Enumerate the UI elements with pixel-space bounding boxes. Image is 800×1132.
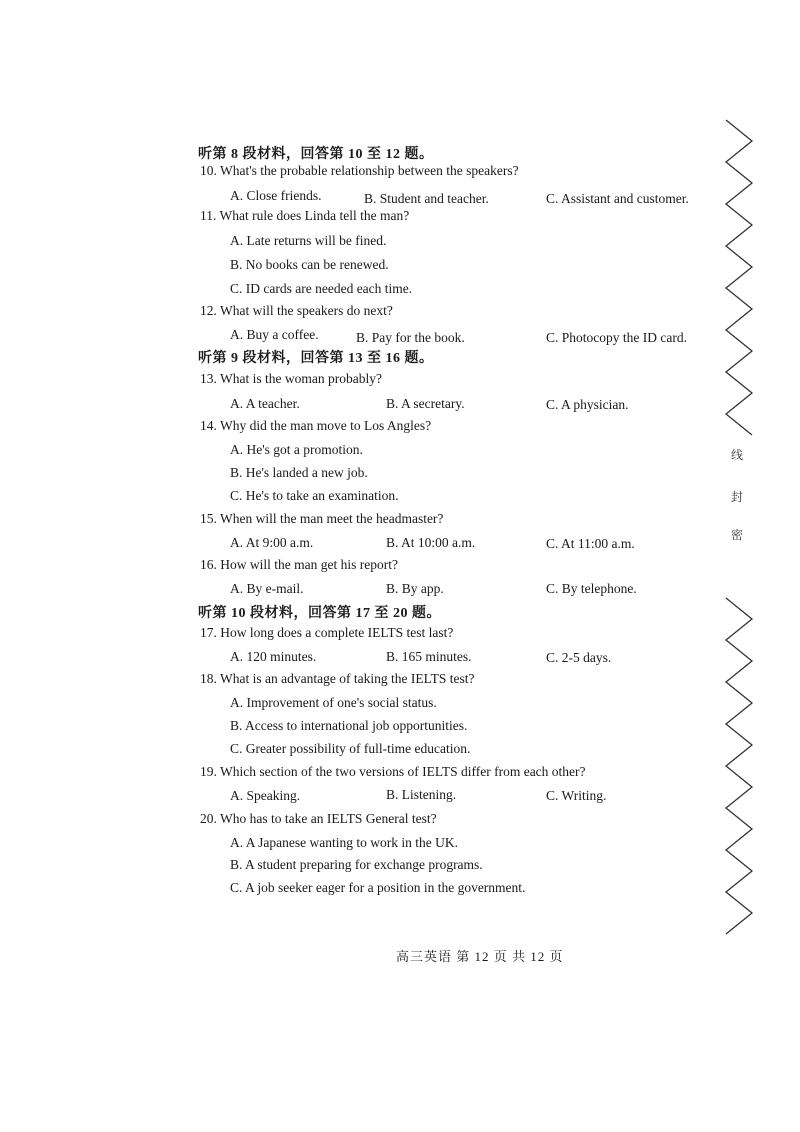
margin-label-secret: 密 (731, 528, 744, 542)
q14-option-b: B. He's landed a new job. (230, 465, 368, 480)
question-number: 14. (200, 418, 217, 433)
q13-option-a: A. A teacher. (230, 396, 300, 411)
q15-option-c: C. At 11:00 a.m. (546, 536, 635, 551)
q18-option-b: B. Access to international job opportunities. (230, 718, 468, 733)
question-text: What is the woman probably? (220, 371, 382, 386)
question-text: What rule does Linda tell the man? (219, 208, 410, 223)
question-11 (200, 208, 409, 224)
question-13 (200, 371, 382, 387)
question-text: What's the probable relationship between the speakers? (220, 163, 519, 178)
q15-option-a: A. At 9:00 a.m. (230, 535, 314, 550)
section-heading-8: 听第 8 段材料，回答第 10 至 12 题。 (198, 147, 434, 162)
question-14 (200, 418, 431, 434)
margin-label-seal: 封 (731, 490, 744, 504)
q12-option-b: B. Pay for the book. (356, 330, 465, 345)
q17-option-b: B. 165 minutes. (386, 649, 472, 664)
q19-option-a: A. Speaking. (230, 788, 301, 803)
question-number: 16. (200, 557, 217, 572)
q17-option-a: A. 120 minutes. (230, 649, 317, 664)
question-20 (200, 811, 437, 827)
question-16 (200, 557, 398, 573)
question-15 (200, 511, 443, 527)
question-number: 13. (200, 371, 217, 386)
q19-option-c: C. Writing. (546, 788, 607, 803)
page-footer: 高三英语 第 12 页 共 12 页 (396, 949, 564, 964)
q20-option-a: A. A Japanese wanting to work in the UK. (230, 835, 458, 850)
section-heading-9: 听第 9 段材料，回答第 13 至 16 题。 (198, 351, 434, 366)
question-text: What is an advantage of taking the IELTS test? (220, 671, 475, 686)
question-10 (200, 163, 519, 179)
question-text: What will the speakers do next? (220, 303, 393, 318)
q11-option-a: A. Late returns will be fined. (230, 233, 387, 248)
q12-option-a: A. Buy a coffee. (230, 327, 319, 342)
question-text: Why did the man move to Los Angles? (220, 418, 432, 433)
question-number: 11. (200, 208, 217, 223)
question-12 (200, 303, 393, 319)
q10-option-c: C. Assistant and customer. (546, 191, 689, 206)
question-text: Who has to take an IELTS General test? (220, 811, 437, 826)
question-17 (200, 625, 453, 641)
q16-option-a: A. By e-mail. (230, 581, 304, 596)
question-number: 12. (200, 303, 217, 318)
question-number: 18. (200, 671, 217, 686)
q16-option-c: C. By telephone. (546, 581, 637, 596)
q13-option-b: B. A secretary. (386, 396, 465, 411)
q10-option-b: B. Student and teacher. (364, 191, 489, 206)
q16-option-b: B. By app. (386, 581, 444, 596)
question-text: When will the man meet the headmaster? (220, 511, 444, 526)
q14-option-a: A. He's got a promotion. (230, 442, 363, 457)
question-text: How long does a complete IELTS test last? (220, 625, 454, 640)
q18-option-a: A. Improvement of one's social status. (230, 695, 437, 710)
q14-option-c: C. He's to take an examination. (230, 488, 399, 503)
q12-option-c: C. Photocopy the ID card. (546, 330, 687, 345)
q11-option-b: B. No books can be renewed. (230, 257, 389, 272)
margin-label-line: 线 (731, 448, 744, 462)
q13-option-c: C. A physician. (546, 397, 629, 412)
q18-option-c: C. Greater possibility of full-time education. (230, 741, 471, 756)
q20-option-b: B. A student preparing for exchange programs. (230, 857, 483, 872)
q10-option-a: A. Close friends. (230, 188, 322, 203)
question-number: 19. (200, 764, 217, 779)
question-number: 17. (200, 625, 217, 640)
question-number: 20. (200, 811, 217, 826)
q11-option-c: C. ID cards are needed each time. (230, 281, 413, 296)
question-19 (200, 764, 586, 780)
question-18 (200, 671, 474, 687)
q20-option-c: C. A job seeker eager for a position in the government. (230, 880, 526, 895)
q19-option-b: B. Listening. (386, 787, 457, 802)
question-number: 10. (200, 163, 217, 178)
question-text: Which section of the two versions of IELTS differ from each other? (220, 764, 586, 779)
q15-option-b: B. At 10:00 a.m. (386, 535, 476, 550)
question-number: 15. (200, 511, 217, 526)
q17-option-c: C. 2-5 days. (546, 650, 612, 665)
section-heading-10: 听第 10 段材料，回答第 17 至 20 题。 (198, 606, 441, 621)
question-text: How will the man get his report? (220, 557, 398, 572)
